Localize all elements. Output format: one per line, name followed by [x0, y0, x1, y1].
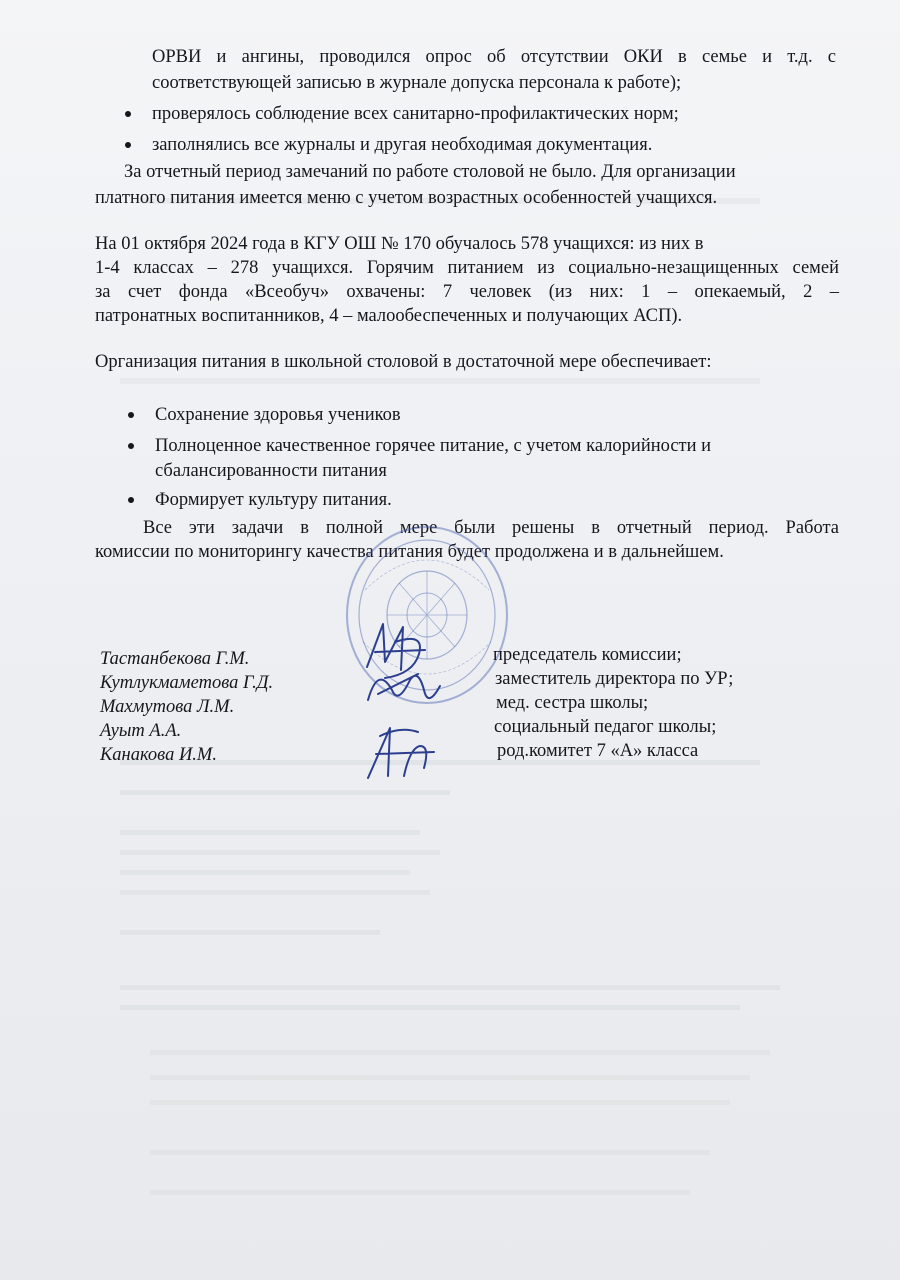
signatory-role: род.комитет 7 «А» класса — [497, 741, 699, 761]
stats-line-4: патронатных воспитанников, 4 – малообеспеченных и получающих АСП). — [95, 306, 683, 326]
signatory-name: Тастанбекова Г.М. — [100, 649, 250, 669]
signature-icon — [358, 660, 448, 720]
signatory-name: Махмутова Л.М. — [100, 697, 235, 717]
stats-line-1: На 01 октября 2024 года в КГУ ОШ № 170 обучалось 578 учащихся: из них в — [95, 234, 704, 254]
benefit-item: Полноценное качественное горячее питание, с учетом калорийности и — [155, 436, 712, 456]
benefit-item: Формирует культуру питания. — [155, 490, 392, 510]
signatory-name: Канакова И.М. — [100, 745, 217, 765]
signatory-name: Кутлукмаметова Г.Д. — [100, 673, 274, 693]
signatory-role: социальный педагог школы; — [494, 717, 717, 737]
stats-line-2: 1-4 классах – 278 учащихся. Горячим питанием из социально-незащищенных семей — [95, 258, 839, 278]
stats-line-3: за счет фонда «Всеобуч» охвачены: 7 человек (из них: 1 – опекаемый, 2 – — [95, 282, 839, 302]
organization-heading: Организация питания в школьной столовой в достаточной мере обеспечивает: — [95, 352, 712, 372]
conclusion-line-1: Все эти задачи в полной мере были решены в отчетный период. Работа — [143, 518, 839, 538]
signature-icon — [360, 718, 440, 788]
remarks-line-1: За отчетный период замечаний по работе столовой не было. Для организации — [124, 162, 736, 182]
benefit-item: Сохранение здоровья учеников — [155, 405, 401, 425]
check-item: заполнялись все журналы и другая необходимая документация. — [152, 135, 653, 155]
intro-line-1: ОРВИ и ангины, проводился опрос об отсутствии ОКИ в семье и т.д. с — [152, 47, 836, 67]
signatory-role: заместитель директора по УР; — [495, 669, 734, 689]
intro-line-2: соответствующей записью в журнале допуска персонала к работе); — [152, 73, 682, 93]
conclusion-line-2: комиссии по мониторингу качества питания будет продолжена и в дальнейшем. — [95, 542, 724, 562]
remarks-line-2: платного питания имеется меню с учетом возрастных особенностей учащихся. — [95, 188, 718, 208]
benefit-item-continuation: сбалансированности питания — [155, 461, 387, 481]
signatory-role: мед. сестра школы; — [496, 693, 649, 713]
signatory-name: Ауыт А.А. — [100, 721, 182, 741]
signatory-role: председатель комиссии; — [493, 645, 682, 665]
check-item: проверялось соблюдение всех санитарно-профилактических норм; — [152, 104, 679, 124]
